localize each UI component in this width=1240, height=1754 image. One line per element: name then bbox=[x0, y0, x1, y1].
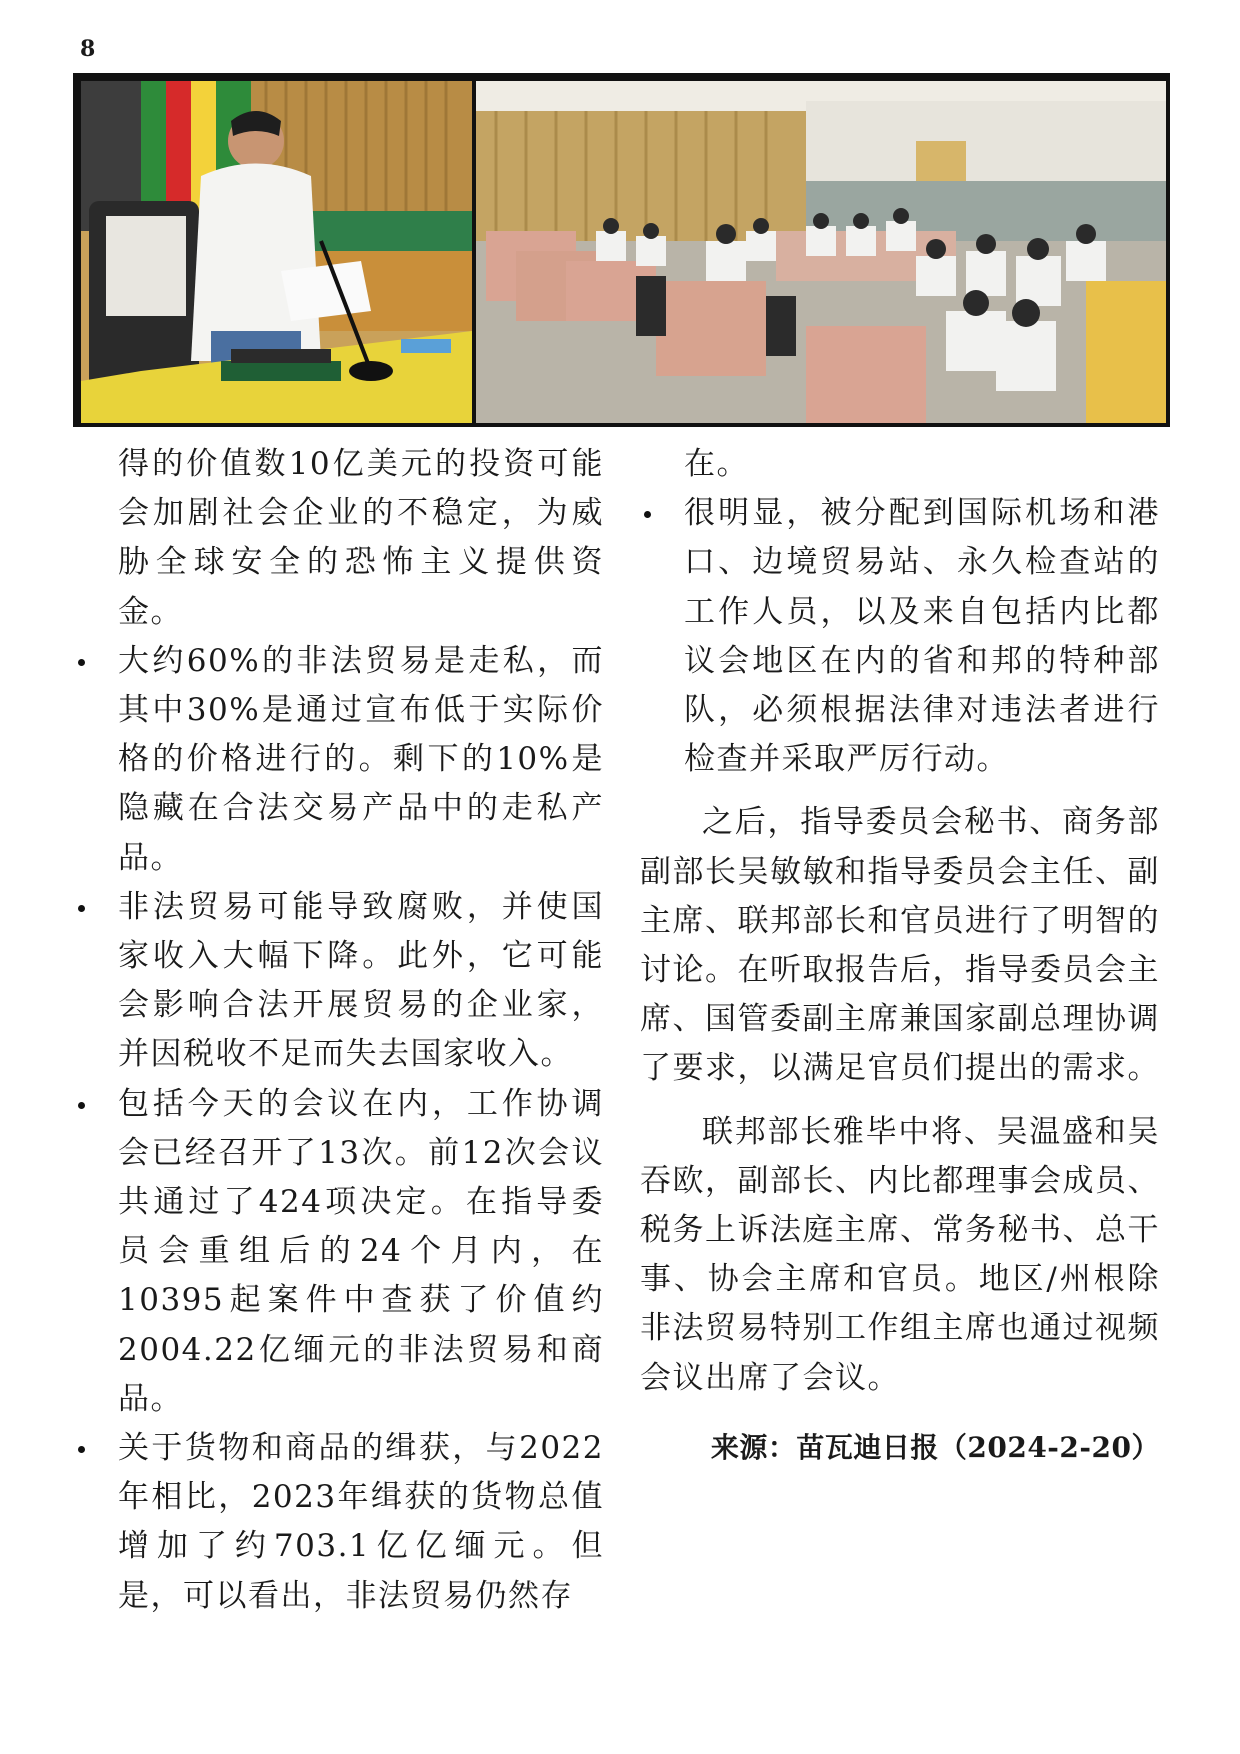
list-item bbox=[118, 883, 604, 1080]
meeting-hall-photo bbox=[476, 81, 1166, 423]
list-item-text: 非法贸易可能导致腐败，并使国家收入大幅下降。此外，它可能会影响合法开展贸易的企业家，并因税收不足而失去国家收入。 bbox=[118, 888, 604, 1073]
meeting-hall-photo-illustration bbox=[476, 81, 1166, 423]
speaker-photo bbox=[81, 81, 472, 423]
continuation-text: 在。 bbox=[684, 446, 749, 482]
list-item-text: 大约60%的非法贸易是走私，而其中30%是通过宣布低于实际价格的价格进行的。剩下的10%是隐藏在合法交易产品中的走私产品。 bbox=[118, 642, 604, 876]
list-item-text: 很明显，被分配到国际机场和港口、边境贸易站、永久检查站的工作人员，以及来自包括内比都议会地区在内的省和邦的特种部队，必须根据法律对违法者进行检查并采取严厉行动。 bbox=[684, 495, 1160, 778]
left-column bbox=[118, 440, 604, 1621]
right-column bbox=[640, 440, 1160, 1500]
photo-frame bbox=[73, 73, 1170, 427]
bullet-icon bbox=[78, 1102, 85, 1109]
list-item bbox=[684, 489, 1160, 784]
body-paragraph: 之后，指导委员会秘书、商务部副部长吴敏敏和指导委员会主任、副主席、联邦部长和官员进行了明智的讨论。在听取报告后，指导委员会主席、国管委副主席兼国家副总理协调了要求，以满足官员们提出的需求。 bbox=[640, 804, 1160, 1087]
lead-paragraph: 得的价值数10亿美元的投资可能会加剧社会企业的不稳定，为威胁全球安全的恐怖主义提供资金。 bbox=[118, 446, 604, 630]
list-item-text: 包括今天的会议在内，工作协调会已经召开了13次。前12次会议共通过了424项决定。在指导委员会重组后的24个月内，在10395起案件中查获了价值约2004.22亿缅元的非法贸易和商品。 bbox=[118, 1085, 604, 1417]
bullet-list-left bbox=[118, 637, 604, 1621]
list-item bbox=[118, 1424, 604, 1621]
page-number: 8 bbox=[80, 36, 96, 62]
bullet-icon bbox=[78, 659, 85, 666]
bullet-list-right bbox=[640, 489, 1160, 784]
source-citation: 来源：苗瓦迪日报（2024-2-20） bbox=[710, 1430, 1160, 1464]
bullet-icon bbox=[78, 1446, 85, 1453]
bullet-icon bbox=[644, 511, 651, 518]
list-item bbox=[118, 1080, 604, 1424]
bullet-icon bbox=[78, 905, 85, 912]
body-paragraph: 联邦部长雅毕中将、吴温盛和吴吞欧，副部长、内比都理事会成员、税务上诉法庭主席、常务秘书、总干事、协会主席和官员。地区/州根除非法贸易特别工作组主席也通过视频会议出席了会议。 bbox=[640, 1113, 1160, 1396]
speaker-photo-illustration bbox=[81, 81, 472, 423]
list-item bbox=[118, 637, 604, 883]
list-item-text: 关于货物和商品的缉获，与2022年相比，2023年缉获的货物总值增加了约703.1亿亿缅元。但是，可以看出，非法贸易仍然存 bbox=[118, 1430, 604, 1614]
